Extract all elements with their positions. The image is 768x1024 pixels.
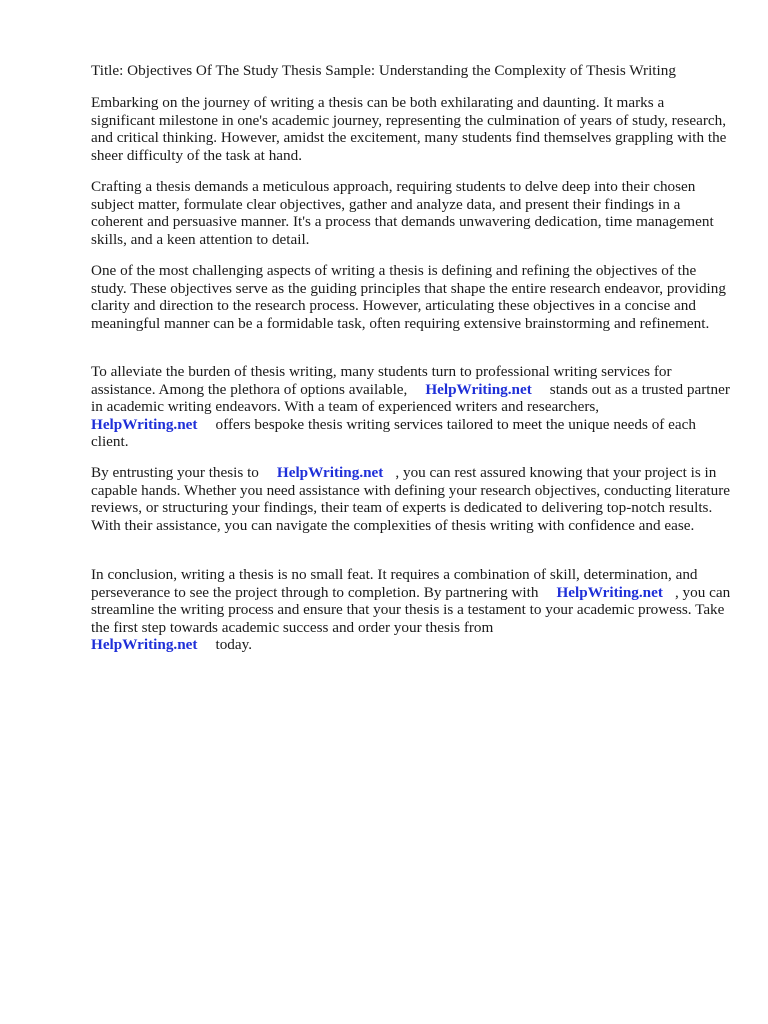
document-title: Title: Objectives Of The Study Thesis Sample: Understanding the Complexity of Thesis Writing (91, 62, 676, 79)
paragraph-intro: Embarking on the journey of writing a thesis can be both exhilarating and daunting. It marks a significant milestone in one's academic journey, representing the culmination of years of study, research, and critical thinking. However, amidst the excitement, many students find themselves grappling with the sheer difficulty of the task at hand. (91, 94, 727, 164)
paragraph-crafting: Crafting a thesis demands a meticulous approach, requiring students to delve deep into their chosen subject matter, formulate clear objectives, gather and analyze data, and present their findings in a coherent and persuasive manner. It's a process that demands unwavering dedication, time management skills, and a keen attention to detail. (91, 178, 714, 248)
helpwriting-link-4[interactable]: HelpWriting.net (556, 583, 663, 601)
paragraph-conclusion-text-a: In conclusion, writing a thesis is no small feat. It requires a combination of skill, determination, and perseverance to see the project through to completion. By partnering with (91, 566, 698, 601)
paragraph-conclusion-text-c: today. (215, 636, 253, 654)
paragraph-conclusion (91, 566, 731, 654)
helpwriting-link-5[interactable]: HelpWriting.net (91, 636, 198, 654)
helpwriting-link-2[interactable]: HelpWriting.net (91, 415, 198, 433)
paragraph-services-text-c: offers bespoke thesis writing services tailored to meet the unique needs of each client. (91, 415, 696, 451)
paragraph-services-text-a: To alleviate the burden of thesis writing, many students turn to professional writing services for assistance. Among the plethora of options available, (91, 363, 672, 398)
paragraph-conclusion-text-b: , you can streamline the writing process and ensure that your thesis is a testament to your academic prowess. Take the first step towards academic success and order your thesis from (91, 583, 731, 636)
paragraph-services (91, 363, 731, 451)
paragraph-entrusting (91, 464, 731, 534)
paragraph-services-text-b: stands out as a trusted partner in academic writing endeavors. With a team of experienced writers and researchers, (91, 380, 730, 416)
helpwriting-link-1[interactable]: HelpWriting.net (425, 380, 532, 398)
helpwriting-link-3[interactable]: HelpWriting.net (276, 464, 384, 481)
paragraph-entrusting-text-b: , you can rest assured knowing that your project is in capable hands. Whether you need assistance with defining your research objectives, conducting literature reviews, or structuring your findings, their team of experts is dedicated to delivering top-notch results. With their assistance, you can navigate the complexities of thesis writing with confidence and ease. (91, 464, 731, 534)
paragraph-objectives: One of the most challenging aspects of writing a thesis is defining and refining the objectives of the study. These objectives serve as the guiding principles that shape the entire research endeavor, providing clarity and direction to the research process. However, articulating these objectives in a concise and meaningful manner can be a formidable task, often requiring extensive brainstorming and refinement. (91, 262, 726, 332)
paragraph-entrusting-text-a: By entrusting your thesis to (91, 464, 259, 481)
